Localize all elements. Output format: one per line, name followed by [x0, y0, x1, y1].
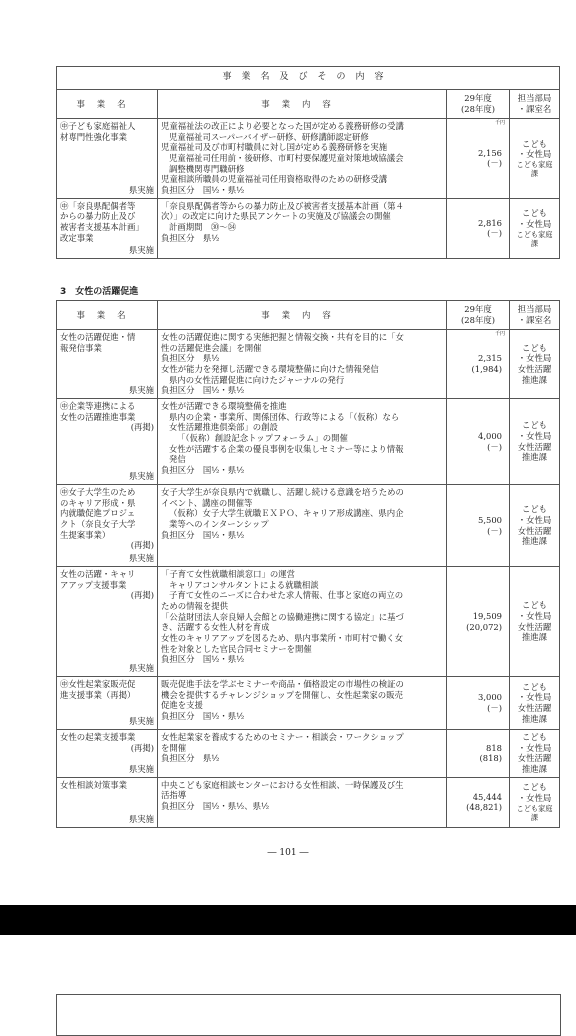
program-name-line: ㊥子ども家庭福祉人 — [60, 121, 136, 131]
previous-year-value: (－) — [487, 228, 502, 239]
department-line: こども家庭課 — [516, 229, 553, 248]
department-line: ・女性局 — [517, 149, 552, 160]
budget-cell — [447, 119, 510, 199]
program-name-line: 改定事業 — [60, 232, 94, 243]
program-name-line: 報発信事業 — [60, 342, 102, 353]
department-cell — [510, 119, 560, 199]
program-name-cell — [57, 677, 158, 730]
program-name-line: ㊥女性起業家販売促 — [60, 679, 136, 690]
unit-label: 千円 — [494, 120, 505, 126]
content-line: 県内の企業・事業所、関係団体、行政等による「（仮称）なら — [169, 411, 400, 422]
content-line: 性を対象とした官民合同セミナーを開催 — [161, 643, 312, 654]
content-line: 業等へのインターンシップ — [169, 519, 269, 530]
department-line: 推進課 — [521, 632, 548, 643]
table-header-row — [57, 90, 560, 119]
department-line: 推進課 — [521, 764, 548, 775]
previous-year-value: (48,821) — [466, 802, 502, 813]
department-line: 女性活躍 — [517, 441, 552, 452]
content-line: 促進を支援 — [161, 700, 203, 711]
program-content-cell — [158, 567, 447, 677]
content-line: 女性活躍推進倶楽部」の創設 — [169, 422, 278, 433]
reposted-label: (再掲) — [130, 742, 154, 753]
header-content: 事業内容 — [158, 90, 447, 119]
program-content-cell — [158, 777, 447, 827]
department-line: ・女性局 — [517, 514, 552, 525]
program-name-cell — [57, 198, 158, 258]
table-header-row — [57, 301, 560, 330]
budget-cell — [447, 198, 510, 258]
budget-value: 19,509 — [472, 610, 502, 621]
content-line: 「（仮称）創設記念トップフォーラム」の開催 — [177, 433, 348, 444]
content-line: （仮称）女子大学生就職ＥＸＰＯ、キャリア形成講座、県内企 — [169, 508, 404, 519]
program-name-cell — [57, 777, 158, 827]
department-line: 女性活躍 — [517, 364, 552, 375]
previous-year-value: (－) — [487, 525, 502, 536]
department-line: こども — [521, 732, 548, 743]
program-name-line: アアップ支援事業 — [60, 579, 127, 590]
content-line: 「子育て女性就職相談窓口」の運営 — [161, 569, 295, 580]
content-line: 負担区分 国½・県½ — [161, 711, 245, 722]
program-name-line: ㊥企業等連携による — [60, 401, 136, 412]
table-row — [57, 485, 560, 567]
implementer-label: 県実施 — [128, 553, 154, 564]
budget-value: 2,816 — [478, 217, 502, 228]
program-name-line: のキャリア形成・県 — [60, 497, 136, 508]
program-table-1 — [56, 66, 560, 259]
program-name-line: 女性相談対策事業 — [60, 779, 127, 790]
budget-value: 2,315 — [478, 353, 502, 364]
content-line: 負担区分 国½・県½ — [161, 529, 245, 540]
next-page-top-edge — [56, 994, 561, 1036]
department-line: ・女性局 — [517, 430, 552, 441]
department-line: こども — [521, 600, 548, 611]
implementer-label: 県実施 — [128, 185, 154, 196]
previous-year-value: (20,072) — [466, 621, 502, 632]
content-line: キャリアコンサルタントによる就職相談 — [169, 579, 319, 590]
header-budget: 29年度 (28年度) — [447, 301, 510, 330]
content-line: 負担区分 県½ — [161, 353, 220, 364]
department-line: こども — [521, 420, 548, 431]
program-name-line: 内就職促進プロジェ — [60, 508, 136, 519]
implementer-label: 県実施 — [128, 245, 154, 256]
content-line: 児童福祉司スーパーバイザー研修、研修講師認定研修 — [169, 131, 369, 142]
program-name-line: 女性の活躍・キャリ — [60, 569, 136, 580]
program-name-line: 材専門性強化事業 — [60, 131, 127, 142]
department-cell — [510, 777, 560, 827]
content-line: 調整機関専門職研修 — [169, 163, 245, 174]
budget-cell — [447, 399, 510, 485]
department-line: こども — [521, 342, 548, 353]
content-line: 負担区分 県½ — [161, 753, 220, 764]
budget-value: 3,000 — [478, 692, 502, 703]
budget-value: 45,444 — [472, 791, 502, 802]
table-row — [57, 677, 560, 730]
department-cell — [510, 677, 560, 730]
budget-cell — [447, 777, 510, 827]
program-content-cell — [158, 330, 447, 399]
content-line: 女性のキャリアアップを図るため、県内事業所・市町村で働く女 — [161, 633, 403, 644]
budget-cell — [447, 677, 510, 730]
department-line: 推進課 — [521, 713, 548, 724]
department-line: 女性活躍 — [517, 753, 552, 764]
content-line: 発信 — [169, 454, 186, 465]
department-line: こども家庭課 — [516, 803, 553, 822]
department-line: ・女性局 — [517, 219, 552, 230]
program-table-2 — [56, 300, 560, 828]
content-line: 女性起業家を養成するためのセミナー・相談会・ワークショップ — [161, 732, 404, 743]
content-line: 女性が活躍できる環境整備を推進 — [161, 401, 287, 412]
reposted-label: (再掲) — [130, 540, 154, 551]
implementer-label: 県実施 — [128, 385, 154, 396]
program-content-cell — [158, 399, 447, 485]
program-name-line: ㊥「奈良県配偶者等 — [60, 200, 136, 211]
department-cell — [510, 730, 560, 778]
content-line: 負担区分 国½・県½ — [161, 465, 245, 476]
content-line: 「公益財団法人奈良婦人会館との協働連携に関する協定」に基づ — [161, 611, 404, 622]
header-content: 事業内容 — [158, 301, 447, 330]
content-line: 負担区分 国½・県½ — [161, 185, 245, 196]
department-line: こども — [521, 681, 548, 692]
content-line: 県内の女性活躍促進に向けたジャーナルの発行 — [169, 374, 345, 385]
reposted-label: (再掲) — [130, 422, 154, 433]
department-line: 女性活躍 — [517, 703, 552, 714]
department-line: こども — [521, 208, 548, 219]
department-line: こども — [521, 504, 548, 515]
budget-value: 5,500 — [478, 514, 502, 525]
department-line: ・女性局 — [517, 793, 552, 804]
content-line: き、活躍する女性人材を育成 — [161, 622, 270, 633]
implementer-label: 県実施 — [128, 663, 154, 674]
department-line: こども — [521, 138, 548, 149]
page-number: ― 101 ― — [267, 848, 309, 858]
table-row — [57, 777, 560, 827]
content-line: 児童福祉法の改正により必要となった国が定める義務研修の受講 — [161, 121, 404, 131]
program-name-cell — [57, 485, 158, 567]
department-cell — [510, 399, 560, 485]
previous-year-value: (1,984) — [471, 364, 502, 375]
content-line: 女性が活躍する企業の優良事例を収集しセミナー等により情報 — [169, 443, 404, 454]
content-line: ための情報を提供 — [161, 601, 228, 612]
implementer-label: 県実施 — [128, 764, 154, 775]
content-line: 児童福祉司任用前・後研修、市町村要保護児童対策地域協議会 — [169, 153, 404, 164]
content-line: 次）」の改定に向けた県民アンケートの実施及び協議会の開催 — [161, 211, 391, 222]
unit-label: 千円 — [494, 331, 505, 337]
table-row — [57, 399, 560, 485]
content-line: 「奈良県配偶者等からの暴力防止及び被害者支援基本計画（第４ — [161, 200, 404, 211]
program-content-cell — [158, 730, 447, 778]
content-line: 負担区分 国½・県½ — [161, 654, 245, 665]
program-name-cell — [57, 330, 158, 399]
content-line: 中央こども家庭相談センターにおける女性相談、一時保護及び生 — [161, 779, 404, 790]
program-name-line: 女性の活躍促進・情 — [60, 332, 136, 342]
implementer-label: 県実施 — [128, 716, 154, 727]
program-content-cell — [158, 119, 447, 199]
content-line: 機会を提供するチャレンジショップを開催し、女性起業家の販売 — [161, 689, 403, 700]
content-line: 女性が能力を発揮し活躍できる環境整備に向けた情報発信 — [161, 364, 379, 375]
department-line: ・女性局 — [517, 742, 552, 753]
department-line: 女性活躍 — [517, 525, 552, 536]
program-name-line: 女性の起業支援事業 — [60, 732, 136, 743]
program-content-cell — [158, 677, 447, 730]
previous-year-value: (－) — [487, 703, 502, 714]
department-cell — [510, 485, 560, 567]
budget-cell — [447, 567, 510, 677]
content-line: 子育て女性のニーズに合わせた求人情報、仕事と家庭の両立の — [169, 590, 404, 601]
department-line: ・女性局 — [517, 353, 552, 364]
table-title: 事業名及びその内容 — [57, 67, 560, 90]
budget-cell — [447, 330, 510, 399]
department-cell — [510, 330, 560, 399]
program-name-cell — [57, 119, 158, 199]
program-content-cell — [158, 485, 447, 567]
implementer-label: 県実施 — [128, 814, 154, 825]
program-name-line: からの暴力防止及び — [60, 211, 136, 222]
program-name-cell — [57, 399, 158, 485]
content-line: 販売促進手法を学ぶセミナーや商品・価格設定の市場性の検証の — [161, 679, 404, 690]
table-row — [57, 198, 560, 258]
content-line: 計画期間 ㉚～㉞ — [169, 222, 236, 233]
header-budget: 29年度 (28年度) — [447, 90, 510, 119]
program-name-line: クト（奈良女子大学 — [60, 519, 136, 530]
content-line: 負担区分 国½・県½、県½ — [161, 801, 270, 812]
budget-cell — [447, 730, 510, 778]
previous-year-value: (818) — [479, 753, 502, 764]
department-cell — [510, 198, 560, 258]
department-line: 推進課 — [521, 536, 548, 547]
program-name-line: 被害者支援基本計画」 — [60, 222, 144, 233]
content-line: 負担区分 国½・県½ — [161, 385, 245, 396]
department-line: 女性活躍 — [517, 621, 552, 632]
content-line: 児童福祉司及び市町村職員に対し国が定める義務研修を実施 — [161, 142, 388, 153]
budget-value: 818 — [486, 742, 502, 753]
budget-value: 2,156 — [478, 147, 502, 158]
content-line: 女性の活躍促進に関する実態把握と情報交換・共有を目的に「女 — [161, 332, 404, 342]
content-line: 女子大学生が奈良県内で就職し、活躍し続ける意識を培うための — [161, 487, 404, 498]
content-line: 児童相談所職員の児童福祉司任用資格取得のための研修受講 — [161, 174, 388, 185]
page-gap-band — [0, 905, 576, 935]
section-heading: 3 女性の活躍促進 — [60, 287, 139, 297]
content-line: 性の活躍促進会議」を開催 — [161, 342, 262, 353]
header-name: 事業名 — [57, 301, 158, 330]
previous-year-value: (－) — [487, 158, 502, 169]
content-line: を開催 — [161, 742, 187, 753]
program-name-line: ㊥女子大学生のため — [60, 487, 136, 498]
table-row — [57, 730, 560, 778]
department-line: こども家庭課 — [516, 159, 553, 179]
content-line: イベント、講座の開催等 — [161, 497, 253, 508]
header-dept: 担当部局 ・課室名 — [510, 90, 560, 119]
reposted-label: (再掲) — [130, 590, 154, 601]
program-name-line: 生提案事業） — [60, 529, 111, 540]
department-line: ・女性局 — [517, 610, 552, 621]
header-dept: 担当部局 ・課室名 — [510, 301, 560, 330]
budget-value: 4,000 — [478, 430, 502, 441]
department-cell — [510, 567, 560, 677]
implementer-label: 県実施 — [128, 471, 154, 482]
program-content-cell — [158, 198, 447, 258]
program-name-cell — [57, 567, 158, 677]
program-name-line: 女性の活躍推進事業 — [60, 411, 136, 422]
table-row — [57, 567, 560, 677]
department-line: こども — [521, 782, 548, 793]
program-name-line: 進支援事業（再掲） — [60, 689, 136, 700]
program-name-cell — [57, 730, 158, 778]
budget-cell — [447, 485, 510, 567]
header-name: 事業名 — [57, 90, 158, 119]
previous-year-value: (－) — [487, 441, 502, 452]
table-row — [57, 330, 560, 399]
department-line: 推進課 — [521, 452, 548, 463]
content-line: 負担区分 県½ — [161, 232, 220, 243]
department-line: ・女性局 — [517, 692, 552, 703]
content-line: 活指導 — [161, 790, 187, 801]
department-line: 推進課 — [521, 374, 548, 385]
table-row — [57, 119, 560, 199]
